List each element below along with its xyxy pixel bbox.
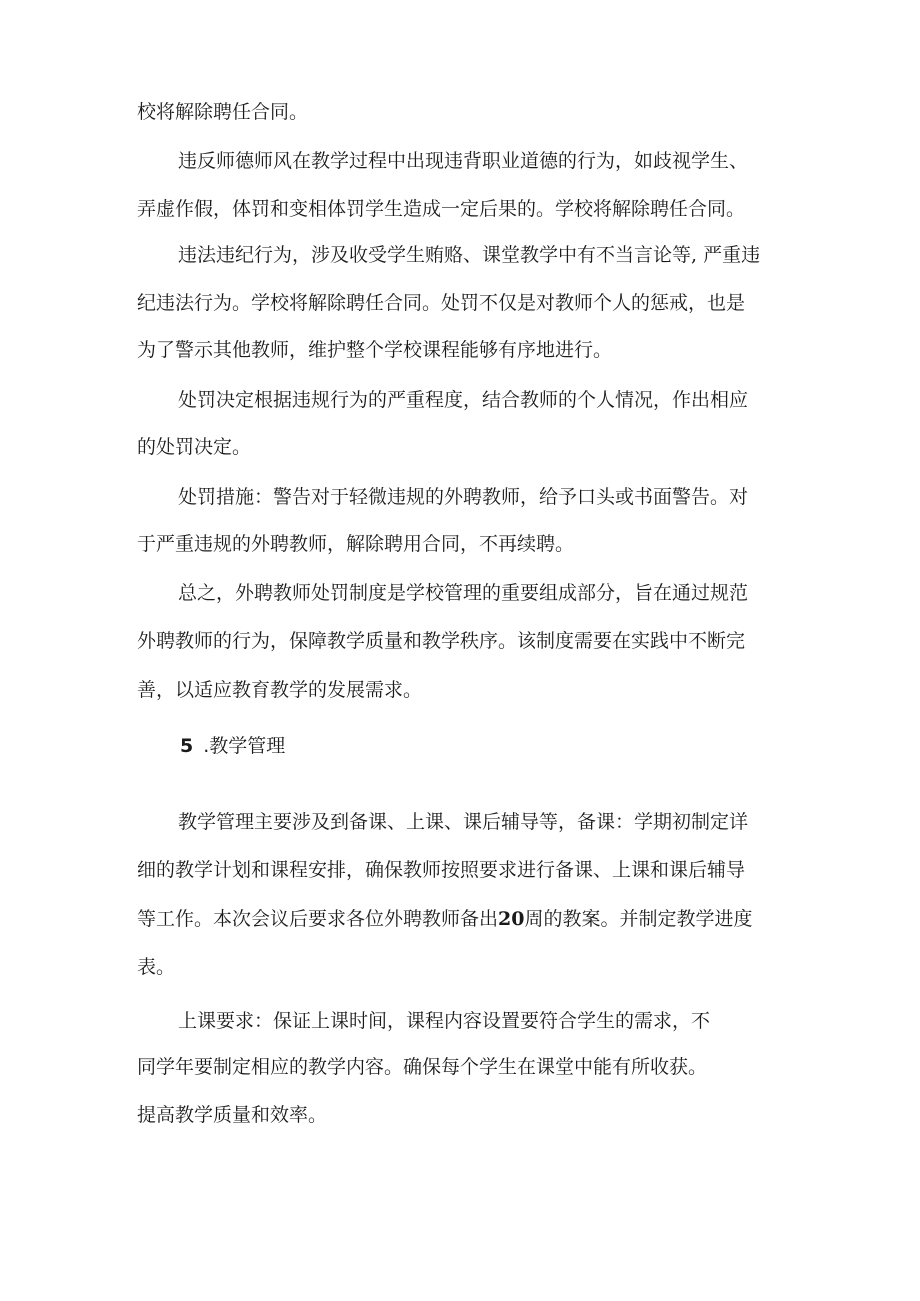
paragraph-line: 教学管理主要涉及到备课、上课、课后辅导等，备课：学期初制定详 [178, 811, 749, 833]
paragraph-line: 为了警示其他教师，维护整个学校课程能够有序地进行。 [137, 339, 613, 361]
mixed-text-before: 等工作。本次会议后要求各位外聘教师备出 [137, 908, 499, 930]
paragraph-line: 校将解除聘任合同。 [137, 101, 309, 123]
mixed-text-after: 周的教案。并制定教学进度 [524, 908, 753, 930]
section-title: .教学管理 [203, 735, 286, 757]
paragraph-line: 总之，外聘教师处罚制度是学校管理的重要组成部分，旨在通过规范 [178, 582, 749, 604]
paragraph-line: 同学年要制定相应的教学内容。确保每个学生在课堂中能有所收获。 [137, 1056, 708, 1078]
paragraph-line: 于严重违规的外聘教师，解除聘用合同，不再续聘。 [137, 533, 575, 555]
paragraph-line: 表。 [137, 956, 176, 978]
paragraph-line: 处罚措施：警告对于轻微违规的外聘教师，给予口头或书面警告。对 [178, 486, 749, 508]
paragraph-line: 弄虚作假，体罚和变相体罚学生造成一定后果的。学校将解除聘任合同。 [137, 198, 746, 220]
paragraph-line: 处罚决定根据违规行为的严重程度，结合教师的个人情况，作出相应 [178, 389, 749, 411]
section-number: 5 [180, 735, 194, 757]
weeks-number: 20 [498, 908, 525, 930]
paragraph-line: 细的教学计划和课程安排，确保教师按照要求进行备课、上课和课后辅导 [137, 859, 746, 881]
paragraph-line: 违反师德师风在教学过程中出现违背职业道德的行为，如歧视学生、 [178, 150, 749, 172]
paragraph-line: 上课要求：保证上课时间，课程内容设置要符合学生的需求，不 [178, 1010, 711, 1032]
paragraph-line: 善，以适应教育教学的发展需求。 [137, 679, 423, 701]
paragraph-line: 的处罚决定。 [137, 436, 252, 458]
paragraph-line [137, 910, 752, 929]
paragraph-line: 纪违法行为。学校将解除聘任合同。处罚不仅是对教师个人的惩戒，也是 [137, 292, 746, 314]
section-heading [180, 737, 285, 756]
paragraph-line: 外聘教师的行为，保障教学质量和教学秩序。该制度需要在实践中不断完 [137, 630, 746, 652]
paragraph-line: 违法违纪行为，涉及收受学生贿赂、课堂教学中有不当言论等, 严重违 [178, 244, 761, 266]
paragraph-line: 提高教学质量和效率。 [137, 1104, 328, 1126]
